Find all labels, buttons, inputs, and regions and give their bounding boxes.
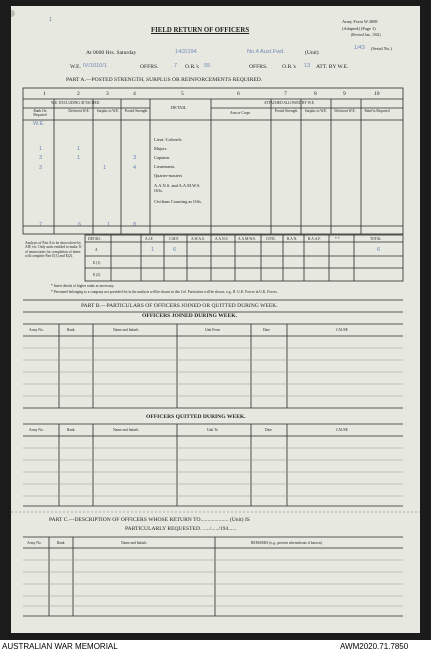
quitted-col: Name and Initials xyxy=(113,428,139,432)
rank-label: A.A.N.S. and A.A.M.W.S. Offs. xyxy=(154,183,201,194)
analysis-head: A.A.N.S. xyxy=(215,237,229,241)
footnote: * Insert details of higher ranks as necessary. xyxy=(51,284,115,288)
time-line: At 0600 Hrs. Saturday xyxy=(86,50,137,56)
col-num: 6 xyxy=(237,91,240,97)
unit-label: (Unit) xyxy=(305,50,319,56)
we-label: W.E. xyxy=(70,64,81,70)
part-c-col: Rank xyxy=(57,541,65,545)
part-c-col: Army No. xyxy=(27,541,42,545)
analysis-row-label: E.(1) xyxy=(93,261,101,265)
joined-col: Army No. xyxy=(29,328,44,332)
joined-col: Name and Initials xyxy=(113,328,139,332)
joined-col: Rank xyxy=(67,328,75,332)
col-num: 10 xyxy=(374,91,380,97)
col-num: 5 xyxy=(181,91,184,97)
archive-footer xyxy=(0,640,431,653)
part-b-heading: PART B.—PARTICULARS OF OFFICERS JOINED OR QUITTED DURING WEEK. xyxy=(81,303,278,309)
att-ors-label: O.R.'s xyxy=(282,64,296,70)
sub-head: Deficient W.E. xyxy=(68,109,90,113)
return-date: 14/2/194 xyxy=(175,49,197,55)
sub-head: Posted Strength xyxy=(274,109,298,113)
col-num: 1 xyxy=(43,91,46,97)
form-number: Army Form W.3008 xyxy=(342,19,378,24)
analysis-head: A.A.M.W.S. xyxy=(238,237,256,241)
analysis-head: * * xyxy=(335,237,340,241)
analysis-head: DETAIL xyxy=(88,237,101,241)
total-value: 7 xyxy=(39,222,43,228)
total-value: 1 xyxy=(107,222,111,228)
surplus-value: 1 xyxy=(77,146,81,152)
sub-head: Arm or Corps xyxy=(230,111,250,115)
form-paper xyxy=(11,6,420,633)
form-adapted: (Adapted) (Page 1) xyxy=(342,26,376,31)
analysis-cmf: 6 xyxy=(173,247,177,253)
joined-heading: OFFICERS JOINED DURING WEEK. xyxy=(142,313,238,319)
quitted-col: Date xyxy=(265,428,272,432)
rank-label: Captains xyxy=(154,155,170,160)
offrs-value: 7 xyxy=(174,63,178,69)
rank-label: Lieutenants xyxy=(154,164,175,169)
col-num: 2 xyxy=(77,91,80,97)
attached-allowed-header: ATTACHED ALLOWED BY W.E. xyxy=(264,101,315,105)
part-c-subheading: PARTICULARLY REQUESTED. ...../...../194...... xyxy=(125,526,237,532)
sub-head: Surplus to W.E. xyxy=(96,109,120,113)
unit-name: No.4 Aust.Fwd. xyxy=(247,49,285,55)
part-a-heading: PART A.—POSTED STRENGTH, SURPLUS OR REINFORCEMENTS REQUIRED. xyxy=(66,77,263,83)
archive-ref: AWM2020.71.7850 xyxy=(340,642,409,651)
detail-header: DETAIL xyxy=(171,105,187,110)
quitted-col: Rank xyxy=(67,428,75,432)
quitted-col: CAUSE xyxy=(336,428,348,432)
offrs-label: OFFRS. xyxy=(140,64,159,70)
form-title: FIELD RETURN OF OFFICERS xyxy=(151,27,250,34)
rank-required: W.E. xyxy=(33,121,45,127)
analysis-row-label: E.(2) xyxy=(93,273,101,277)
analysis-row-label: A xyxy=(95,248,98,252)
col-num: 3 xyxy=(106,91,109,97)
rank-label: Majors xyxy=(154,146,167,151)
sub-head: Reinf'ts Required xyxy=(364,109,390,113)
deficient-value: 3 xyxy=(39,165,43,171)
quitted-col: Army No. xyxy=(29,428,44,432)
deficient-value: 1 xyxy=(39,146,43,152)
analysis-total: 6 xyxy=(377,247,381,253)
analysis-head: TOTAL xyxy=(370,237,382,241)
quitted-heading: OFFICERS QUITTED DURING WEEK. xyxy=(146,414,246,420)
joined-col: Date xyxy=(263,328,270,332)
serial-label: (Serial No.) xyxy=(371,46,392,51)
attached-value: 1 xyxy=(103,165,107,171)
att-by-we-label: ATT. BY W.E. xyxy=(316,64,349,70)
analysis-head: C.M.F. xyxy=(169,237,179,241)
serial-number-value: 1/43 xyxy=(354,45,365,51)
rank-label: Civilians Counting as Offs. xyxy=(154,199,202,204)
form-revised: (Revised Jan., 1942) xyxy=(351,33,381,37)
quitted-col: Unit To xyxy=(207,428,218,432)
analysis-note: Analysis of Part A to be shown here by AIF, etc. Only units entitled to make. If of instructions for completion of items will complete Part E(1) and E(2). xyxy=(25,241,82,258)
we-number: IV/1010/1 xyxy=(83,63,107,69)
analysis-aif: 1 xyxy=(151,247,155,253)
col-num: 7 xyxy=(284,91,287,97)
sub-head: Rank On Required xyxy=(33,109,47,117)
sub-head: Posted Strength xyxy=(124,109,148,113)
total-value: 6 xyxy=(78,222,82,228)
joined-col: CAUSE xyxy=(336,328,348,332)
rank-label: Quarter-masters xyxy=(154,173,183,178)
analysis-head: R.A.A.F. xyxy=(308,237,321,241)
total-value: 8 xyxy=(133,222,137,228)
we-excluding-header: W.E. EXCLUDING ATTACHED xyxy=(51,101,100,105)
joined-col: Unit From xyxy=(205,328,221,332)
part-c-col: Name and Initials xyxy=(121,541,147,545)
deficient-value: 3 xyxy=(39,155,43,161)
handwritten-mark: 1 xyxy=(49,17,53,23)
analysis-head: R.A.N. xyxy=(287,237,298,241)
sub-head: Deficient W.E. xyxy=(334,109,356,113)
footnote: * Personnel belonging to a company not provided for in the analysis will be shown in this Col. Particulars will be shown, e.g., R. U.K. Forces in U.K. Forces. xyxy=(51,290,278,294)
archive-name: AUSTRALIAN WAR MEMORIAL xyxy=(2,642,118,651)
col-num: 4 xyxy=(133,91,136,97)
att-ors-value: 13 xyxy=(304,63,311,69)
ors-label: O.R.'s xyxy=(185,64,199,70)
col-num: 8 xyxy=(314,91,317,97)
posted-value: 3 xyxy=(133,155,137,161)
col-num: 9 xyxy=(343,91,346,97)
form-ruling xyxy=(11,6,420,633)
ors-value: 55 xyxy=(204,63,211,69)
rank-label: Lieut.-Colonels xyxy=(154,137,182,142)
posted-value: 4 xyxy=(133,165,137,171)
surplus-value: 1 xyxy=(77,155,81,161)
part-c-heading: PART C.—DESCRIPTION OF OFFICERS WHOSE RETURN TO.................... (Unit) IS xyxy=(49,517,250,523)
part-c-col: REMARKS (e.g., present whereabouts if known) xyxy=(251,541,322,545)
analysis-head: A.W.A.S. xyxy=(191,237,205,241)
sub-head: Surplus to W.E. xyxy=(304,109,328,113)
analysis-head: A.I.F. xyxy=(145,237,154,241)
analysis-head: CIVIL xyxy=(266,237,276,241)
att-offrs-label: OFFRS. xyxy=(249,64,268,70)
